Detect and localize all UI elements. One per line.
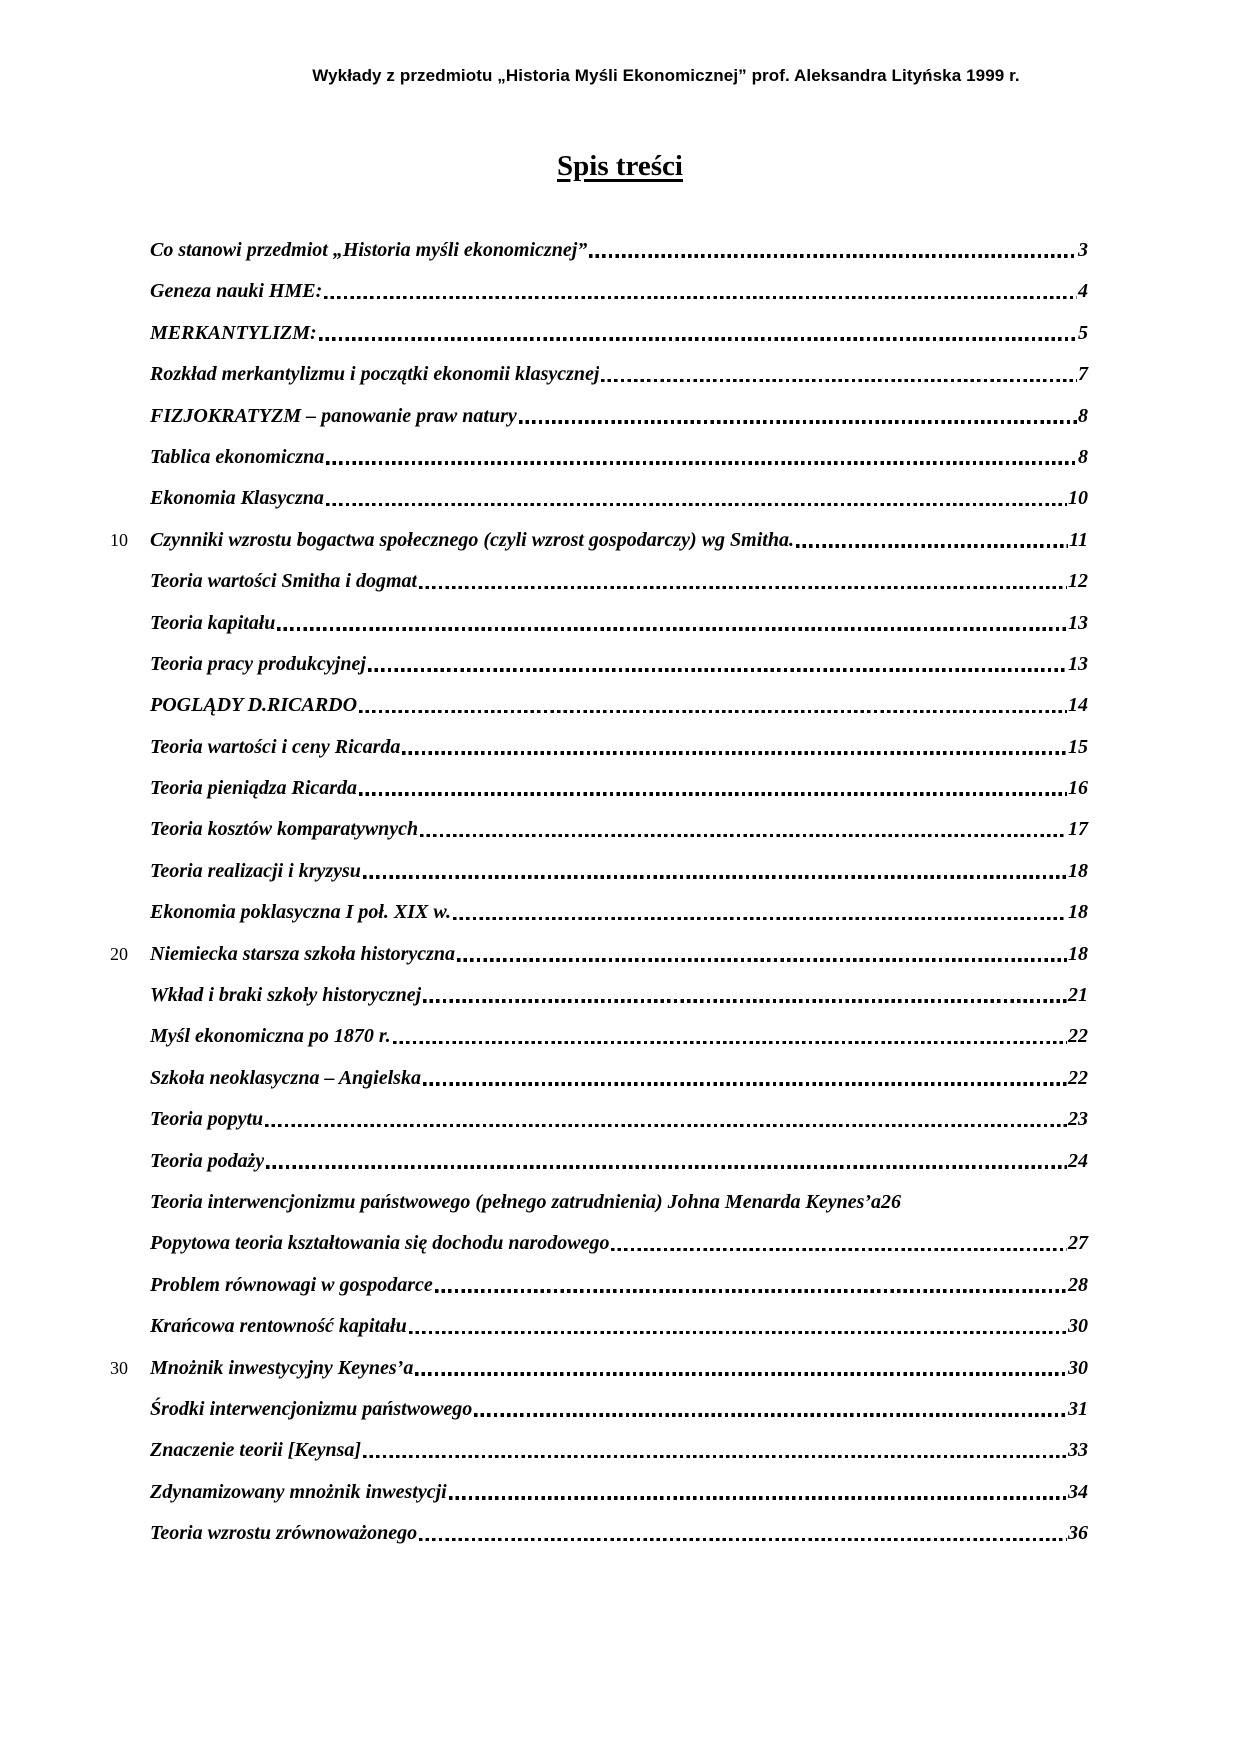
toc-entry-label: Myśl ekonomiczna po 1870 r.: [150, 1025, 391, 1048]
toc-entry-label: Zdynamizowany mnożnik inwestycji: [150, 1480, 447, 1503]
dot-leader: [359, 710, 1067, 714]
toc-entry[interactable]: [150, 362, 1088, 386]
dot-leader: [423, 999, 1067, 1003]
toc-page-number: 16: [1068, 777, 1088, 800]
toc-entry-label: Ekonomia poklasyczna I poł. XIX w.: [150, 901, 451, 924]
dot-leader: [449, 1496, 1067, 1500]
toc-page-number: 22: [1068, 1066, 1088, 1089]
dot-leader: [419, 586, 1067, 590]
toc-entry-label: Geneza nauki HME:: [150, 280, 323, 303]
toc-entry-label: Teoria wartości i ceny Ricarda: [150, 735, 401, 758]
toc-entry-label: Teoria kosztów komparatywnych: [150, 818, 419, 841]
toc-page-number: 26: [881, 1190, 902, 1213]
toc-entry[interactable]: [150, 279, 1088, 303]
toc-page-number: 31: [1068, 1397, 1088, 1420]
toc-entry[interactable]: [150, 735, 1088, 759]
toc-entry[interactable]: [110, 528, 1088, 552]
page-title: Spis treści: [557, 150, 683, 182]
toc-page-number: 21: [1068, 984, 1088, 1007]
toc-entry[interactable]: [150, 652, 1088, 676]
dot-leader: [601, 379, 1077, 383]
toc-page-number: 15: [1068, 735, 1088, 758]
toc-entry[interactable]: [150, 1480, 1088, 1504]
toc-page-number: 18: [1068, 901, 1088, 924]
toc-list: [110, 238, 1088, 1563]
toc-entry-label: Teoria interwencjonizmu państwowego (pełnego zatrudnienia) Johna Menarda Keynes’a: [150, 1190, 882, 1213]
toc-page-number: 12: [1068, 570, 1088, 593]
dot-leader: [359, 792, 1067, 796]
toc-entry[interactable]: [150, 983, 1088, 1007]
toc-entry-label: Środki interwencjonizmu państwowego: [150, 1397, 473, 1420]
dot-leader: [266, 1165, 1067, 1169]
dot-leader: [457, 958, 1067, 962]
toc-entry-label: Krańcowa rentowność kapitału: [150, 1315, 407, 1338]
toc-entry[interactable]: [150, 238, 1088, 262]
toc-entry-label: Niemiecka starsza szkoła historyczna: [150, 942, 456, 965]
toc-entry[interactable]: [150, 1149, 1088, 1173]
toc-entry-label: Teoria kapitału: [150, 611, 276, 634]
toc-entry[interactable]: [150, 321, 1088, 345]
toc-page-number: 18: [1068, 942, 1088, 965]
toc-page-number: 30: [1068, 1356, 1088, 1379]
dot-leader: [796, 544, 1068, 548]
toc-page-number: 10: [1068, 487, 1088, 510]
dot-leader: [393, 1041, 1067, 1045]
toc-entry-label: Wkład i braki szkoły historycznej: [150, 984, 422, 1007]
toc-entry-label: Ekonomia Klasyczna: [150, 487, 324, 510]
dot-leader: [519, 420, 1077, 424]
toc-entry[interactable]: [150, 693, 1088, 717]
toc-entry-label: POGLĄDY D.RICARDO: [150, 694, 358, 717]
dot-leader: [363, 875, 1067, 879]
dot-leader: [423, 1082, 1067, 1086]
toc-page-number: 18: [1068, 859, 1088, 882]
dot-leader: [419, 1538, 1067, 1542]
toc-entry-label: Teoria realizacji i kryzysu: [150, 859, 361, 882]
toc-entry-label: Co stanowi przedmiot „Historia myśli ekonomicznej”: [150, 239, 588, 261]
toc-entry[interactable]: [150, 445, 1088, 469]
toc-entry[interactable]: [150, 817, 1088, 841]
toc-entry[interactable]: [110, 1356, 1088, 1380]
toc-page-number: 8: [1078, 404, 1088, 427]
toc-entry-label: Tablica ekonomiczna: [150, 445, 325, 468]
toc-entry-label: Mnożnik inwestycyjny Keynes’a: [150, 1356, 414, 1379]
dot-leader: [326, 503, 1067, 507]
toc-page-number: 14: [1068, 694, 1088, 717]
toc-page-number: 27: [1068, 1232, 1088, 1255]
margin-line-number: 20: [110, 943, 128, 964]
toc-entry-label: Rozkład merkantylizmu i początki ekonomii klasycznej: [150, 363, 600, 386]
toc-entry-label: Teoria podaży: [150, 1149, 265, 1172]
dot-leader: [326, 461, 1077, 465]
toc-page-number: 4: [1078, 280, 1088, 303]
dot-leader: [265, 1124, 1067, 1128]
toc-entry[interactable]: [150, 404, 1088, 428]
dot-leader: [277, 627, 1067, 631]
toc-entry[interactable]: [150, 486, 1088, 510]
dot-leader: [589, 254, 1077, 258]
toc-entry-label: Problem równowagi w gospodarce: [150, 1273, 433, 1296]
toc-page-number: 22: [1068, 1025, 1088, 1048]
margin-line-number: 30: [110, 1357, 128, 1378]
toc-entry-label: MERKANTYLIZM:: [150, 321, 317, 344]
toc-page-number: 11: [1069, 528, 1088, 551]
toc-entry-label: Teoria pieniądza Ricarda: [150, 777, 358, 800]
toc-entry[interactable]: [150, 1190, 1088, 1214]
toc-entry-label: Teoria popytu: [150, 1108, 264, 1131]
toc-entry-label: FIZJOKRATYZM – panowanie praw natury: [150, 404, 517, 427]
toc-entry[interactable]: [110, 942, 1088, 966]
toc-page-number: 13: [1068, 611, 1088, 634]
toc-entry[interactable]: [150, 569, 1088, 593]
toc-entry-label: Teoria wzrostu zrównoważonego: [150, 1522, 418, 1545]
dot-leader: [453, 917, 1067, 921]
toc-entry[interactable]: [150, 1107, 1088, 1131]
toc-entry[interactable]: [150, 1231, 1088, 1255]
toc-page-number: 24: [1068, 1149, 1088, 1172]
dot-leader: [474, 1413, 1067, 1417]
toc-entry-label: Teoria wartości Smitha i dogmat: [150, 570, 418, 593]
toc-page-number: 5: [1078, 321, 1088, 344]
toc-entry[interactable]: [150, 1521, 1088, 1545]
toc-page-number: 23: [1068, 1108, 1088, 1131]
dot-leader: [319, 337, 1077, 341]
toc-entry-label: Czynniki wzrostu bogactwa społecznego (czyli wzrost gospodarczy) wg Smitha.: [150, 528, 794, 551]
toc-page-number: 17: [1068, 818, 1088, 841]
dot-leader: [402, 751, 1067, 755]
toc-entry-label: Teoria pracy produkcyjnej: [150, 652, 366, 675]
dot-leader: [611, 1248, 1067, 1252]
dot-leader: [409, 1331, 1067, 1335]
dot-leader: [435, 1289, 1067, 1293]
dot-leader: [363, 1455, 1067, 1459]
toc-entry[interactable]: [150, 1273, 1088, 1297]
toc-page-number: 3: [1078, 239, 1088, 261]
dot-leader: [415, 1372, 1067, 1376]
toc-entry[interactable]: [150, 611, 1088, 635]
toc-page-number: 34: [1068, 1480, 1088, 1503]
margin-line-number: 10: [110, 529, 128, 550]
toc-page-number: 8: [1078, 445, 1088, 468]
dot-leader: [324, 296, 1077, 300]
document-header: Wykłady z przedmiotu „Historia Myśli Ekonomicznej” prof. Aleksandra Lityńska 1999 r.: [312, 66, 1020, 85]
toc-page-number: 33: [1068, 1439, 1088, 1462]
toc-entry[interactable]: [150, 900, 1088, 924]
toc-page-number: 28: [1068, 1273, 1088, 1296]
dot-leader: [420, 834, 1067, 838]
toc-page-number: 7: [1078, 363, 1088, 386]
toc-entry[interactable]: [150, 1024, 1088, 1048]
toc-entry[interactable]: [150, 776, 1088, 800]
toc-page-number: 36: [1068, 1522, 1088, 1545]
toc-entry[interactable]: [150, 859, 1088, 883]
toc-entry-label: Popytowa teoria kształtowania się dochodu narodowego: [150, 1232, 610, 1255]
toc-entry[interactable]: [150, 1438, 1088, 1462]
toc-page-number: 13: [1068, 652, 1088, 675]
toc-page-number: 30: [1068, 1315, 1088, 1338]
toc-entry-label: Znaczenie teorii [Keynsa]: [150, 1439, 362, 1462]
toc-entry-label: Szkoła neoklasyczna – Angielska: [150, 1066, 421, 1089]
dot-leader: [368, 668, 1067, 672]
toc-entry[interactable]: [150, 1314, 1088, 1338]
toc-entry[interactable]: [150, 1397, 1088, 1421]
toc-entry[interactable]: [150, 1066, 1088, 1090]
